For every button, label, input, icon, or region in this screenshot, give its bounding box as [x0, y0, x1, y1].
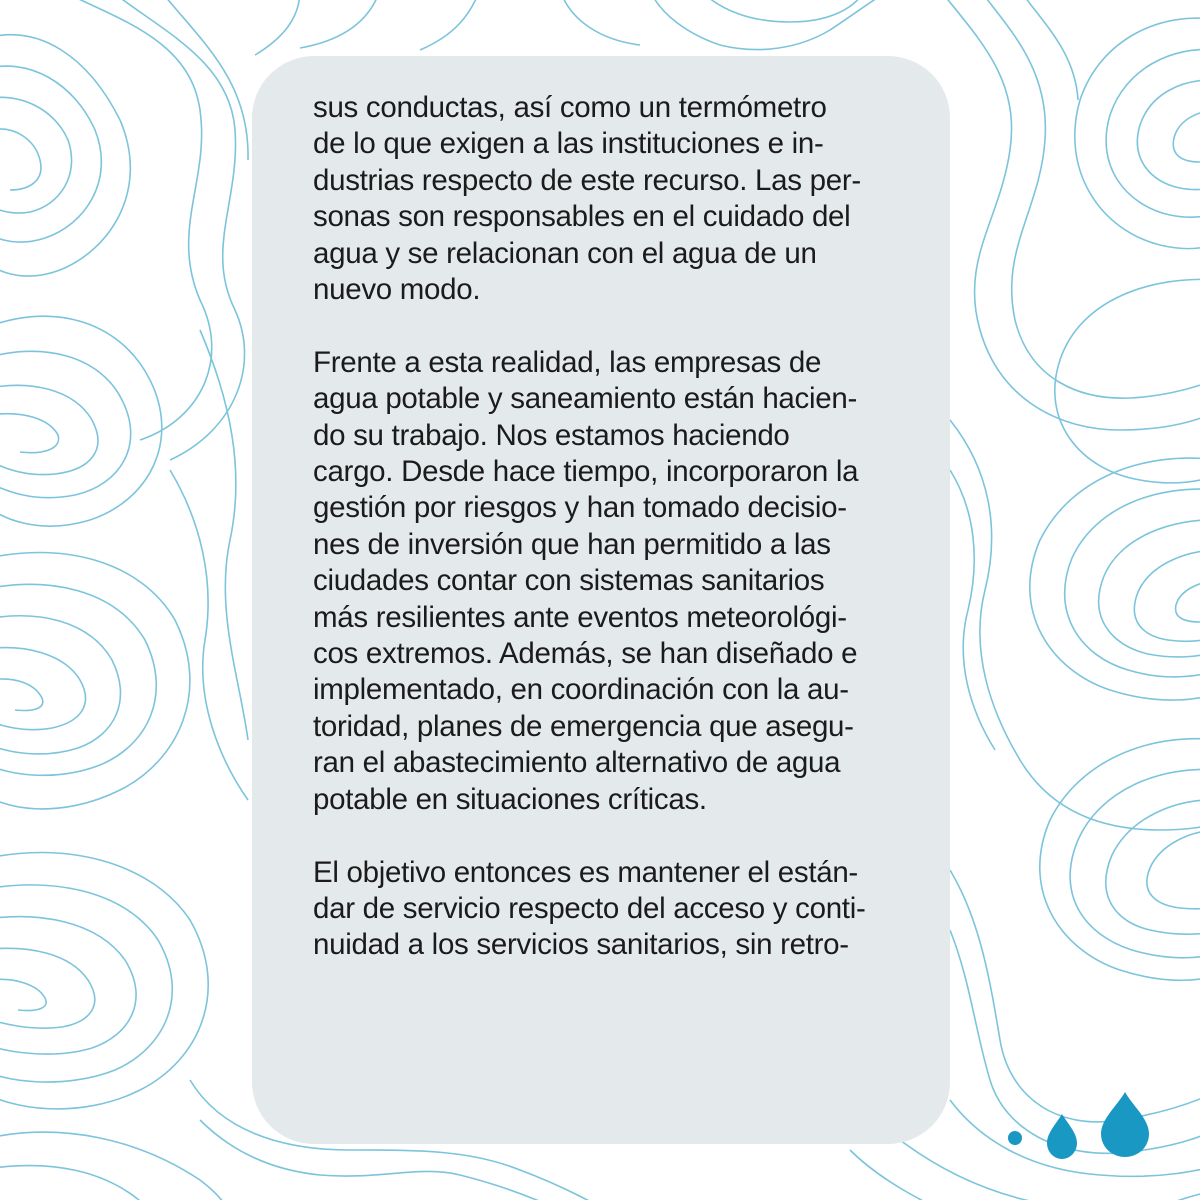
paragraph-2: Frente a esta realidad, las empresas de agua potable y saneamiento están hacien- do su trabajo. Nos estamos haciendo cargo. Desde hace tiempo, incorporaron la gestión por riesgos y han tomado decisio- nes de inversión que han permitido a las ciudades contar con sistemas sanitarios más resilientes ante eventos meteorológi- cos extremos. Además, se han diseñado e implementado, en coordinación con la au- toridad, planes de emergencia que asegu- ran el abastecimiento alternativo de agua potable en situaciones críticas. [313, 345, 859, 816]
paragraph-3: El objetivo entonces es mantener el están- dar de servicio respecto del acceso y conti- nuidad a los servicios sanitarios, sin retro- [313, 855, 866, 962]
paragraph-1: sus conductas, así como un termómetro de lo que exigen a las instituciones e in- dustrias respecto de este recurso. Las per- sonas son responsables en el cuidado del agua y se relacionan con el agua de un nuevo modo. [313, 91, 861, 307]
text-card [252, 56, 950, 1144]
paragraph-spacer [313, 308, 892, 344]
paragraph-spacer [313, 818, 892, 854]
